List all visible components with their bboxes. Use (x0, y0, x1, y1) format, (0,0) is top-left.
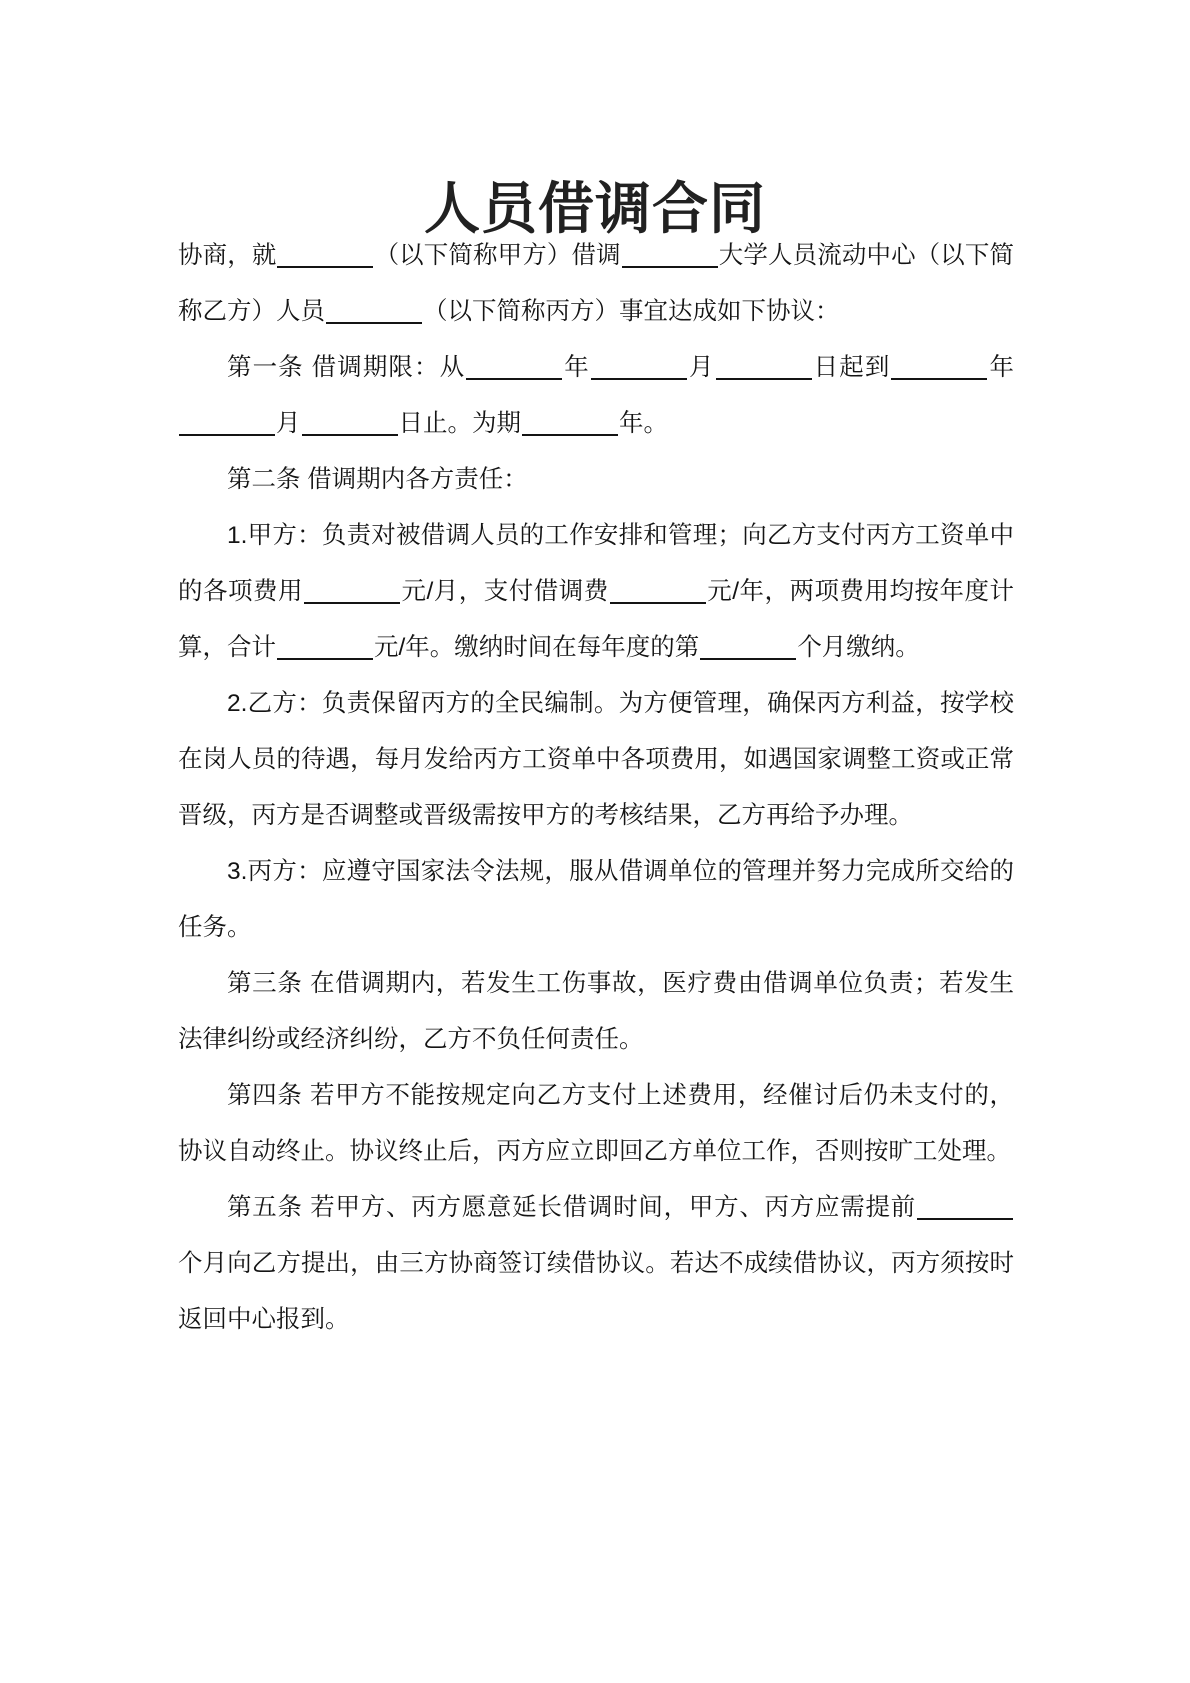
fill-in-blank[interactable] (304, 577, 400, 605)
fill-in-blank[interactable] (622, 241, 718, 269)
text-run: 元/月，支付借调费 (400, 578, 609, 605)
text-run: 个月缴纳。 (797, 634, 920, 661)
clause-3 (178, 956, 1014, 1068)
text-run: 1.甲方：负责对被借调人员的工作安排和管理；向乙方支付丙方工资单中的各项费用 (178, 522, 1014, 605)
fill-in-blank[interactable] (700, 633, 796, 661)
clause-2-item-2 (178, 676, 1014, 844)
fill-in-blank[interactable] (610, 577, 706, 605)
text-run: 第五条 若甲方、丙方愿意延长借调时间，甲方、丙方应需提前 (227, 1194, 916, 1221)
clause-2-heading (178, 452, 1014, 508)
fill-in-blank[interactable] (179, 409, 275, 437)
fill-in-blank[interactable] (466, 353, 562, 381)
text-run: 月 (276, 410, 301, 437)
text-run: 大学人员流动中心（以下简称乙方）人员 (178, 242, 1015, 325)
preamble-line-1 (178, 228, 1014, 340)
page-title: 人员借调合同 (424, 176, 766, 240)
clause-1 (178, 340, 1014, 452)
fill-in-blank[interactable] (302, 409, 398, 437)
text-run: 日起到 (812, 354, 891, 381)
text-run: 年 (988, 354, 1015, 381)
text-run: （以下简称甲方）借调 (374, 242, 621, 269)
text-run: 元/年。缴纳时间在每年度的第 (374, 634, 700, 661)
fill-in-blank[interactable] (277, 633, 373, 661)
text-run: 个月向乙方提出，由三方协商签订续借协议。若达不成续借协议，丙方须按时返回中心报到。 (178, 1250, 1014, 1333)
text-run: 协商，就 (178, 242, 277, 269)
clause-2-item-1 (178, 508, 1014, 676)
text-run: 第四条 若甲方不能按规定向乙方支付上述费用，经催讨后仍未支付的，协议自动终止。协议终止后，丙方应立即回乙方单位工作，否则按旷工处理。 (178, 1082, 1014, 1165)
document-body (178, 228, 1014, 1348)
text-run: 第三条 在借调期内，若发生工伤事故，医疗费由借调单位负责；若发生法律纠纷或经济纠纷，乙方不负任何责任。 (178, 970, 1014, 1053)
clause-5 (178, 1180, 1014, 1348)
fill-in-blank[interactable] (591, 353, 687, 381)
clause-4 (178, 1068, 1014, 1180)
text-run: 日止。为期 (398, 410, 521, 437)
text-run: 2.乙方：负责保留丙方的全民编制。为方便管理，确保丙方利益，按学校在岗人员的待遇，每月发给丙方工资单中各项费用，如遇国家调整工资或正常晋级，丙方是否调整或晋级需按甲方的考核结果，乙方再给予办理。 (178, 690, 1014, 829)
fill-in-blank[interactable] (891, 353, 987, 381)
fill-in-blank[interactable] (917, 1193, 1013, 1221)
fill-in-blank[interactable] (716, 353, 812, 381)
text-run: 月 (687, 354, 715, 381)
fill-in-blank[interactable] (277, 241, 373, 269)
text-run: 年 (563, 354, 590, 381)
fill-in-blank[interactable] (326, 297, 422, 325)
clause-2-item-3 (178, 844, 1014, 956)
fill-in-blank[interactable] (522, 409, 618, 437)
text-run: 第二条 借调期内各方责任： (227, 466, 528, 493)
text-run: 3.丙方：应遵守国家法令法规，服从借调单位的管理并努力完成所交给的任务。 (178, 858, 1014, 941)
text-run: （以下简称丙方）事宜达成如下协议： (423, 298, 840, 325)
text-run: 第一条 借调期限：从 (227, 354, 466, 381)
text-run: 年。 (619, 410, 668, 437)
text-run: 元/年，两项费用均按年度计算，合计 (178, 578, 1014, 661)
